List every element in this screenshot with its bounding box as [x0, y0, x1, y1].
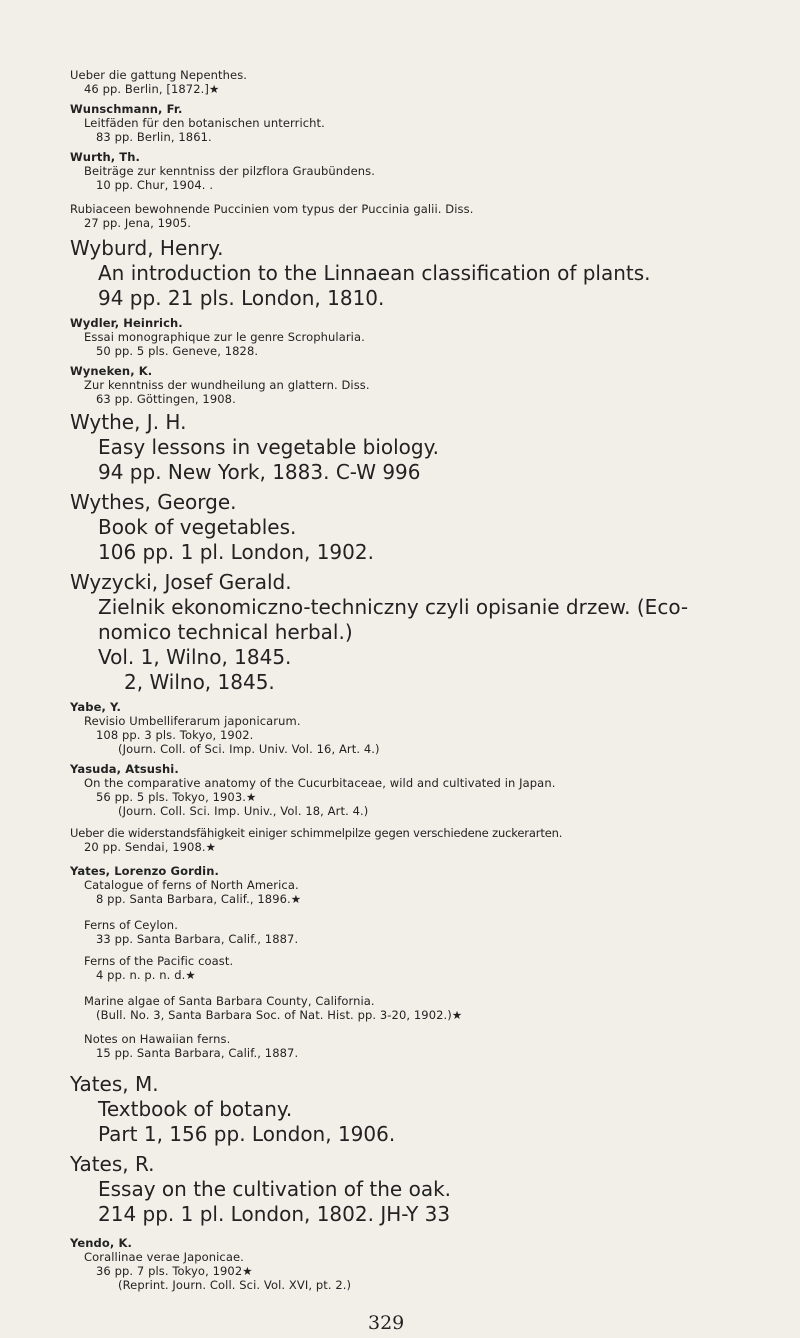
- entry-title: Corallinae verae Japonicae.: [84, 1250, 244, 1264]
- entry-title: Leitfäden für den botanischen unterricht.: [84, 116, 325, 130]
- entry-title: Ueber die gattung Nepenthes.: [70, 68, 248, 82]
- entry-title: An introduction to the Linnaean classification of plants.: [98, 261, 651, 285]
- catalog-entry: [0, 1152, 800, 1227]
- entry-details: 46 pp. Berlin, [1872.]★: [84, 82, 220, 96]
- catalog-entry: [0, 700, 800, 756]
- entry-author: Yates, R.: [70, 1152, 155, 1176]
- catalog-entry: [0, 864, 800, 906]
- entry-author: Yates, Lorenzo Gordin.: [70, 864, 219, 878]
- entry-title: Notes on Hawaiian ferns.: [84, 1032, 231, 1046]
- entry-details: 27 pp. Jena, 1905.: [84, 216, 192, 230]
- catalog-entry: [0, 316, 800, 358]
- page-number: 329: [368, 1312, 405, 1334]
- entry-author: Yabe, Y.: [70, 700, 122, 714]
- catalog-entry: [0, 150, 800, 192]
- entry-details: 108 pp. 3 pls. Tokyo, 1902.: [96, 728, 254, 742]
- entry-author: Wurth, Th.: [70, 150, 140, 164]
- catalog-entry: [0, 918, 800, 946]
- entry-details: 94 pp. 21 pls. London, 1810.: [98, 286, 385, 310]
- entry-title: Marine algae of Santa Barbara County, California.: [84, 994, 375, 1008]
- entry-author: Wyburd, Henry.: [70, 236, 224, 260]
- entry-title: Ferns of the Pacific coast.: [84, 954, 234, 968]
- entry-title: Easy lessons in vegetable biology.: [98, 435, 439, 459]
- entry-author: Wythe, J. H.: [70, 410, 187, 434]
- entry-title: Rubiaceen bewohnende Puccinien vom typus der Puccinia galii. Diss.: [70, 202, 474, 216]
- entry-details: 214 pp. 1 pl. London, 1802. JH-Y 33: [98, 1202, 451, 1226]
- entry-details: (Journ. Coll. Sci. Imp. Univ., Vol. 18, Art. 4.): [118, 804, 369, 818]
- entry-details: (Bull. No. 3, Santa Barbara Soc. of Nat. Hist. pp. 3-20, 1902.)★: [96, 1008, 463, 1022]
- catalog-entry: [0, 364, 800, 406]
- entry-details: (Journ. Coll. of Sci. Imp. Univ. Vol. 16, Art. 4.): [118, 742, 380, 756]
- catalog-entry: [0, 762, 800, 818]
- catalog-entry: [0, 570, 800, 695]
- entry-title: Essay on the cultivation of the oak.: [98, 1177, 452, 1201]
- entry-title: Ferns of Ceylon.: [84, 918, 178, 932]
- entry-title: Revisio Umbelliferarum japonicarum.: [84, 714, 301, 728]
- entry-details: 8 pp. Santa Barbara, Calif., 1896.★: [96, 892, 302, 906]
- entry-author: Yasuda, Atsushi.: [70, 762, 179, 776]
- entry-details: 4 pp. n. p. n. d.★: [96, 968, 196, 982]
- catalog-entry: [0, 954, 800, 982]
- entry-details: Vol. 1, Wilno, 1845.: [98, 645, 292, 669]
- catalog-entry: [0, 1072, 800, 1147]
- catalog-entry: [0, 68, 800, 96]
- catalog-entry: [0, 490, 800, 565]
- entry-details: 10 pp. Chur, 1904. .: [96, 178, 214, 192]
- entry-title: On the comparative anatomy of the Cucurbitaceae, wild and cultivated in Japan.: [84, 776, 556, 790]
- entry-details: 36 pp. 7 pls. Tokyo, 1902★: [96, 1264, 253, 1278]
- catalog-entry: [0, 102, 800, 144]
- entry-title: Book of vegetables.: [98, 515, 297, 539]
- entry-details: 33 pp. Santa Barbara, Calif., 1887.: [96, 932, 299, 946]
- catalog-entry: [0, 994, 800, 1022]
- entry-details: 83 pp. Berlin, 1861.: [96, 130, 212, 144]
- entry-author: Wydler, Heinrich.: [70, 316, 183, 330]
- entry-author: Wyneken, K.: [70, 364, 153, 378]
- entry-title: Textbook of botany.: [98, 1097, 293, 1121]
- entry-details: Part 1, 156 pp. London, 1906.: [98, 1122, 396, 1146]
- entry-details: 56 pp. 5 pls. Tokyo, 1903.★: [96, 790, 257, 804]
- entry-details: 50 pp. 5 pls. Geneve, 1828.: [96, 344, 259, 358]
- entry-title: Essai monographique zur le genre Scrophularia.: [84, 330, 365, 344]
- entry-author: Wunschmann, Fr.: [70, 102, 183, 116]
- entry-title: Zielnik ekonomiczno-techniczny czyli opisanie drzew. (Eco-: [98, 595, 689, 619]
- entry-title: Catalogue of ferns of North America.: [84, 878, 299, 892]
- entry-details: 106 pp. 1 pl. London, 1902.: [98, 540, 374, 564]
- entry-details: 63 pp. Göttingen, 1908.: [96, 392, 236, 406]
- catalog-entry: [0, 826, 800, 854]
- catalog-entry: [0, 202, 800, 230]
- entry-details: (Reprint. Journ. Coll. Sci. Vol. XVI, pt. 2.): [118, 1278, 352, 1292]
- entry-title: Zur kenntniss der wundheilung an glattern. Diss.: [84, 378, 370, 392]
- entry-title: Ueber die widerstandsfähigkeit einiger schimmelpilze gegen verschiedene zuckerarten.: [70, 826, 563, 840]
- catalog-entry: [0, 1236, 800, 1292]
- entry-details: 94 pp. New York, 1883. C-W 996: [98, 460, 421, 484]
- entry-author: Yendo, K.: [70, 1236, 132, 1250]
- catalog-entry: [0, 236, 800, 311]
- entry-author: Wythes, George.: [70, 490, 237, 514]
- entry-author: Wyzycki, Josef Gerald.: [70, 570, 292, 594]
- entry-details: 20 pp. Sendai, 1908.★: [84, 840, 217, 854]
- entry-details: 15 pp. Santa Barbara, Calif., 1887.: [96, 1046, 299, 1060]
- entry-title: Beiträge zur kenntniss der pilzflora Graubündens.: [84, 164, 375, 178]
- entry-details: 2, Wilno, 1845.: [124, 670, 275, 694]
- catalog-entry: [0, 410, 800, 485]
- entry-title-continued: nomico technical herbal.): [98, 620, 353, 644]
- catalog-entry: [0, 1032, 800, 1060]
- entry-author: Yates, M.: [70, 1072, 159, 1096]
